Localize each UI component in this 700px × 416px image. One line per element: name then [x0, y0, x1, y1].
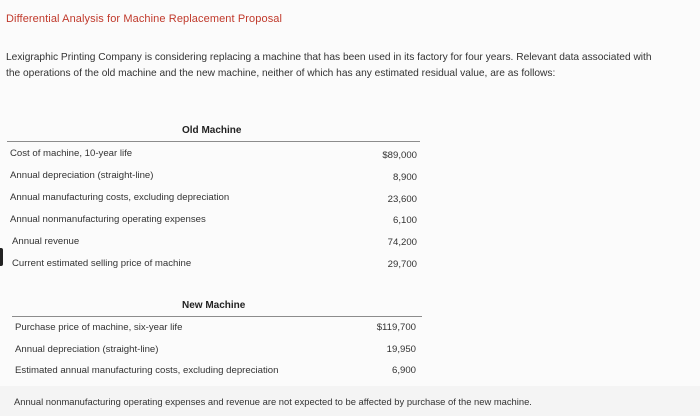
old-row-label: Cost of machine, 10-year life: [10, 148, 133, 159]
new-row-label: Purchase price of machine, six-year life: [15, 322, 183, 333]
old-row-value: 74,200: [387, 237, 417, 248]
new-row-value: 19,950: [386, 344, 416, 355]
new-row-label: Annual depreciation (straight-line): [15, 344, 159, 355]
margin-marker: [0, 248, 3, 266]
new-row-value: 6,900: [391, 365, 416, 376]
old-row-label: Annual manufacturing costs, excluding depreciation: [10, 192, 230, 203]
old-row-value: 6,100: [392, 215, 417, 226]
old-row-label: Annual nonmanufacturing operating expenses: [10, 214, 206, 225]
new-row-value: $119,700: [376, 322, 416, 333]
intro-paragraph: Lexigraphic Printing Company is considering replacing a machine that has been used in its factory for four years. Relevant data associated with the operations of the old machine and the new machine, neither of which has any estimated residual value, are as follows:: [6, 52, 652, 79]
old-row-label: Annual depreciation (straight-line): [10, 170, 154, 181]
old-row-label: Current estimated selling price of machine: [12, 258, 192, 269]
document-title: Differential Analysis for Machine Replacement Proposal: [6, 13, 283, 25]
footer-note: Annual nonmanufacturing operating expenses and revenue are not expected to be affected by purchase of the new machine.: [14, 396, 532, 407]
old-row-value: 29,700: [387, 259, 417, 270]
old-row-value: $89,000: [382, 150, 417, 161]
old-machine-rule: [7, 141, 420, 142]
new-row-label: Estimated annual manufacturing costs, excluding depreciation: [15, 365, 279, 376]
old-machine-heading: Old Machine: [182, 125, 242, 136]
old-row-value: 8,900: [392, 172, 417, 183]
old-row-value: 23,600: [387, 194, 417, 205]
new-machine-heading: New Machine: [182, 300, 246, 311]
new-machine-rule: [12, 316, 422, 317]
old-row-label: Annual revenue: [12, 236, 80, 247]
